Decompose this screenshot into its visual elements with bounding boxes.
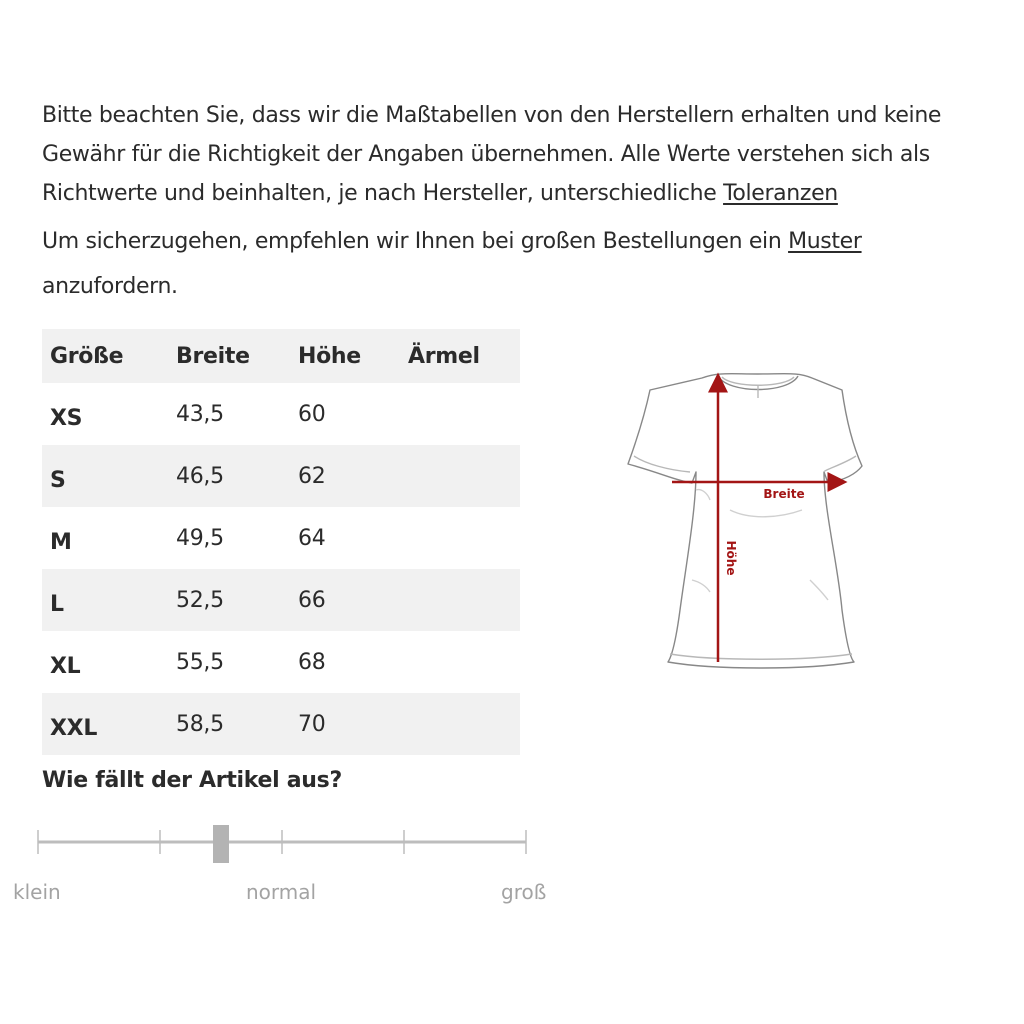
table-row — [42, 693, 520, 755]
disclaimer-paragraph — [42, 96, 992, 213]
size-cell: L — [50, 591, 64, 617]
toleranzen-link[interactable]: Toleranzen — [723, 181, 838, 206]
fit-label-normal: normal — [246, 880, 317, 904]
size-cell: XXL — [50, 715, 98, 741]
table-row — [42, 507, 520, 569]
header-groesse: Größe — [50, 343, 124, 369]
table-row — [42, 631, 520, 693]
header-breite: Breite — [176, 343, 250, 369]
size-cell: XL — [50, 653, 81, 679]
aermel-cell — [408, 693, 520, 755]
aermel-cell — [408, 445, 520, 507]
size-cell: S — [50, 467, 66, 493]
size-cell: XS — [50, 405, 83, 431]
size-info-text — [42, 96, 992, 309]
aermel-cell — [408, 507, 520, 569]
fit-label-large: groß — [501, 880, 547, 904]
fit-scale-marker — [213, 825, 229, 863]
fit-scale — [30, 820, 540, 870]
muster-link[interactable]: Muster — [788, 229, 862, 254]
fit-label-small: klein — [13, 880, 61, 904]
breite-cell: 43,5 — [176, 401, 224, 427]
header-hoehe: Höhe — [298, 343, 361, 369]
sample-paragraph — [42, 219, 992, 309]
breite-cell: 52,5 — [176, 587, 224, 613]
sample-text: Um sicherzugehen, empfehlen wir Ihnen bei großen Bestellungen ein — [42, 229, 789, 254]
breite-cell: 49,5 — [176, 525, 224, 551]
aermel-cell — [408, 631, 520, 693]
size-cell: M — [50, 529, 72, 555]
fit-question-heading: Wie fällt der Artikel aus? — [42, 768, 342, 793]
hoehe-cell: 68 — [298, 649, 326, 675]
hoehe-cell: 60 — [298, 401, 326, 427]
hoehe-cell: 64 — [298, 525, 326, 551]
table-row — [42, 383, 520, 445]
size-table — [42, 329, 520, 755]
width-label: Breite — [763, 487, 805, 501]
disclaimer-text: Bitte beachten Sie, dass wir die Maßtabellen von den Herstellern erhalten und keine Gewähr für die Richtigkeit der Angaben übernehmen. Alle Werte verstehen sich als Richtwerte und beinhalten, je nach Hersteller, unterschiedliche — [42, 103, 942, 206]
tshirt-measurement-diagram — [610, 360, 870, 690]
hoehe-cell: 70 — [298, 711, 326, 737]
table-row — [42, 445, 520, 507]
hoehe-cell: 66 — [298, 587, 326, 613]
aermel-cell — [408, 569, 520, 631]
breite-cell: 55,5 — [176, 649, 224, 675]
header-aermel: Ärmel — [408, 343, 480, 369]
table-row — [42, 569, 520, 631]
sample-text-tail: anzufordern. — [42, 274, 178, 299]
breite-cell: 58,5 — [176, 711, 224, 737]
height-label: Höhe — [724, 540, 738, 576]
aermel-cell — [408, 383, 520, 445]
hoehe-cell: 62 — [298, 463, 326, 489]
tshirt-outline-icon — [628, 374, 862, 668]
size-table-header-row — [42, 329, 520, 383]
breite-cell: 46,5 — [176, 463, 224, 489]
